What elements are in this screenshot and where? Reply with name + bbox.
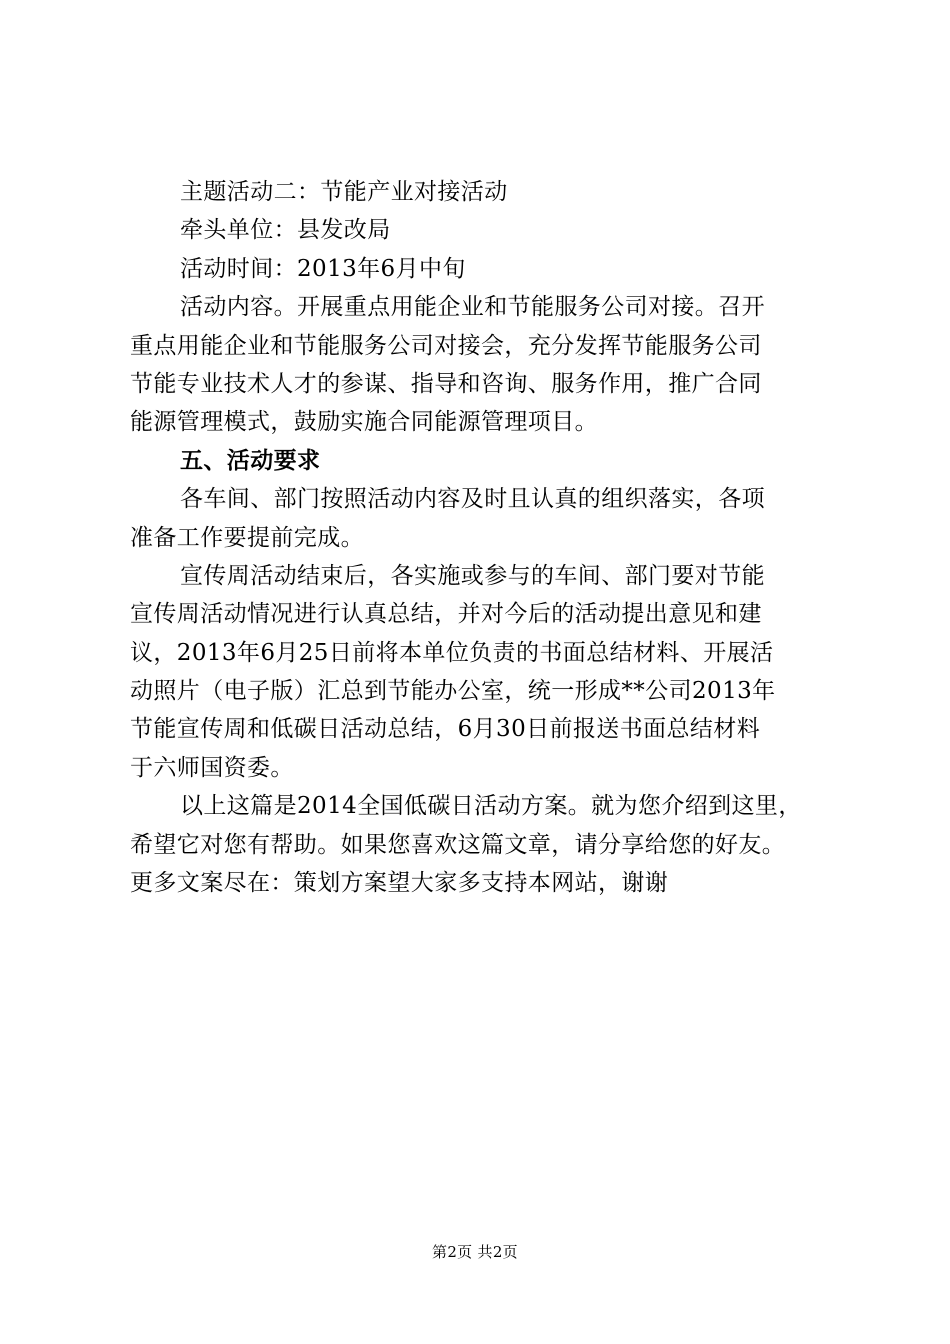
- requirements-line: 准备工作要提前完成。: [130, 524, 364, 551]
- section-heading: 五、活动要求: [180, 447, 321, 474]
- summary-line: 宣传周活动结束后，各实施或参与的车间、部门要对节能: [180, 562, 765, 589]
- requirements-line: 各车间、部门按照活动内容及时且认真的组织落实，各项: [180, 486, 765, 513]
- activity-content-line: 活动内容。开展重点用能企业和节能服务公司对接。召开: [180, 294, 765, 321]
- activity-content-line: 节能专业技术人才的参谋、指导和咨询、服务作用，推广合同: [130, 370, 762, 397]
- summary-line: 议，2013年6月25日前将本单位负责的书面总结材料、开展活: [130, 639, 774, 666]
- document-body: [130, 173, 835, 902]
- closing-line: 以上这篇是2014全国低碳日活动方案。就为您介绍到这里，: [180, 793, 802, 820]
- page-number-footer: 第2页 共2页: [432, 1243, 518, 1261]
- summary-line: 节能宣传周和低碳日活动总结，6月30日前报送书面总结材料: [130, 716, 761, 743]
- activity-content-line: 能源管理模式，鼓励实施合同能源管理项目。: [130, 409, 598, 436]
- lead-unit-line: 牵头单位：县发改局: [180, 217, 391, 244]
- activity-content-line: 重点用能企业和节能服务公司对接会，充分发挥节能服务公司: [130, 332, 762, 359]
- summary-line: 动照片（电子版）汇总到节能办公室，统一形成**公司2013年: [130, 678, 776, 705]
- summary-line: 宣传周活动情况进行认真总结，并对今后的活动提出意见和建: [130, 601, 762, 628]
- closing-line: 希望它对您有帮助。如果您喜欢这篇文章，请分享给您的好友。: [130, 831, 786, 858]
- activity-two-title: 主题活动二：节能产业对接活动: [180, 179, 508, 205]
- closing-line: 更多文案尽在：策划方案望大家多支持本网站，谢谢: [130, 870, 669, 897]
- activity-time-line: 活动时间：2013年6月中旬: [180, 255, 466, 282]
- summary-line: 于六师国资委。: [130, 754, 294, 781]
